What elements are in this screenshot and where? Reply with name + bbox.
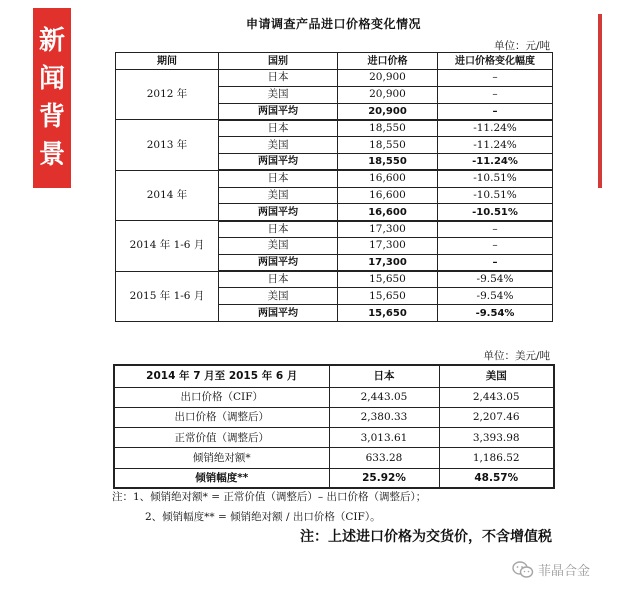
change-cell: -11.24% — [438, 153, 553, 170]
tag-char: 背 — [38, 102, 65, 132]
row-label: 出口价格（调整后） — [114, 407, 329, 427]
column-header: 进口价格 — [338, 53, 438, 70]
japan-value: 2,380.33 — [329, 407, 439, 427]
row-label: 倾销幅度** — [114, 468, 329, 488]
table1-unit: 单位：元/吨 — [493, 40, 550, 52]
table-row — [114, 428, 554, 448]
tag-char: 景 — [38, 140, 65, 170]
price-cell: 18,550 — [338, 120, 438, 137]
country-cell: 日本 — [219, 221, 338, 238]
table-row — [116, 271, 553, 288]
country-cell: 美国 — [219, 237, 338, 254]
table-row — [116, 170, 553, 187]
import-price-table — [115, 52, 553, 322]
period-cell: 2014 年 1-6 月 — [116, 221, 219, 271]
column-header: 期间 — [116, 53, 219, 70]
price-cell: 16,600 — [338, 204, 438, 221]
japan-value: 633.28 — [329, 448, 439, 468]
price-cell: 17,300 — [338, 237, 438, 254]
table-row — [116, 70, 553, 87]
footnote-2: 2、倾销幅度** = 倾销绝对额 / 出口价格（CIF）。 — [145, 511, 381, 523]
table-row — [114, 448, 554, 468]
change-cell: -10.51% — [438, 187, 553, 204]
change-cell: – — [438, 70, 553, 87]
usa-value: 1,186.52 — [439, 448, 554, 468]
japan-value: 25.92% — [329, 468, 439, 488]
column-header: 日本 — [329, 365, 439, 387]
change-cell: -10.51% — [438, 170, 553, 187]
japan-value: 3,013.61 — [329, 428, 439, 448]
period-cell: 2015 年 1-6 月 — [116, 271, 219, 321]
change-cell: -10.51% — [438, 204, 553, 221]
tag-char: 闻 — [38, 64, 65, 94]
price-cell: 16,600 — [338, 170, 438, 187]
row-label: 倾销绝对额* — [114, 448, 329, 468]
country-cell: 美国 — [219, 288, 338, 305]
table2-unit: 单位：美元/吨 — [483, 350, 550, 362]
change-cell: – — [438, 254, 553, 271]
table-row — [114, 387, 554, 407]
dumping-margin-table — [113, 364, 555, 489]
price-cell: 16,600 — [338, 187, 438, 204]
japan-value: 2,443.05 — [329, 387, 439, 407]
period-cell: 2012 年 — [116, 70, 219, 120]
change-cell: -9.54% — [438, 288, 553, 305]
country-cell: 美国 — [219, 137, 338, 154]
column-header: 美国 — [439, 365, 554, 387]
table-row — [114, 468, 554, 488]
news-background-tag — [33, 8, 71, 188]
country-cell: 日本 — [219, 170, 338, 187]
footnote-1: 注：1、倾销绝对额* = 正常价值（调整后）– 出口价格（调整后）； — [112, 491, 427, 503]
decorative-red-rule — [598, 14, 602, 188]
change-cell: – — [438, 103, 553, 120]
price-cell: 20,900 — [338, 86, 438, 103]
change-cell: -11.24% — [438, 137, 553, 154]
price-cell: 15,650 — [338, 271, 438, 288]
price-cell: 17,300 — [338, 254, 438, 271]
row-label: 出口价格（CIF） — [114, 387, 329, 407]
price-cell: 18,550 — [338, 153, 438, 170]
column-header: 国别 — [219, 53, 338, 70]
change-cell: -9.54% — [438, 305, 553, 322]
wechat-icon — [512, 561, 534, 579]
column-header: 2014 年 7 月至 2015 年 6 月 — [114, 365, 329, 387]
country-cell: 两国平均 — [219, 103, 338, 120]
price-cell: 15,650 — [338, 305, 438, 322]
column-header: 进口价格变化幅度 — [438, 53, 553, 70]
country-cell: 两国平均 — [219, 153, 338, 170]
change-cell: -9.54% — [438, 271, 553, 288]
price-cell: 17,300 — [338, 221, 438, 238]
usa-value: 2,207.46 — [439, 407, 554, 427]
table-row — [114, 407, 554, 427]
price-cell: 20,900 — [338, 103, 438, 120]
usa-value: 2,443.05 — [439, 387, 554, 407]
change-cell: – — [438, 237, 553, 254]
period-cell: 2014 年 — [116, 170, 219, 220]
tag-char: 新 — [38, 26, 65, 56]
country-cell: 美国 — [219, 187, 338, 204]
row-label: 正常价值（调整后） — [114, 428, 329, 448]
watermark-text: 菲晶合金 — [538, 564, 591, 579]
watermark — [512, 560, 590, 579]
tax-note: 注：上述进口价格为交货价，不含增值税 — [300, 529, 552, 545]
country-cell: 美国 — [219, 86, 338, 103]
country-cell: 两国平均 — [219, 254, 338, 271]
change-cell: -11.24% — [438, 120, 553, 137]
country-cell: 日本 — [219, 120, 338, 137]
price-cell: 20,900 — [338, 70, 438, 87]
table-row — [116, 120, 553, 137]
usa-value: 3,393.98 — [439, 428, 554, 448]
usa-value: 48.57% — [439, 468, 554, 488]
period-cell: 2013 年 — [116, 120, 219, 170]
change-cell: – — [438, 221, 553, 238]
country-cell: 两国平均 — [219, 204, 338, 221]
price-cell: 18,550 — [338, 137, 438, 154]
table-header-row — [116, 53, 553, 70]
table-header-row — [114, 365, 554, 387]
change-cell: – — [438, 86, 553, 103]
country-cell: 日本 — [219, 271, 338, 288]
country-cell: 两国平均 — [219, 305, 338, 322]
table-row — [116, 221, 553, 238]
country-cell: 日本 — [219, 70, 338, 87]
price-cell: 15,650 — [338, 288, 438, 305]
table1-title: 申请调查产品进口价格变化情况 — [245, 17, 421, 31]
